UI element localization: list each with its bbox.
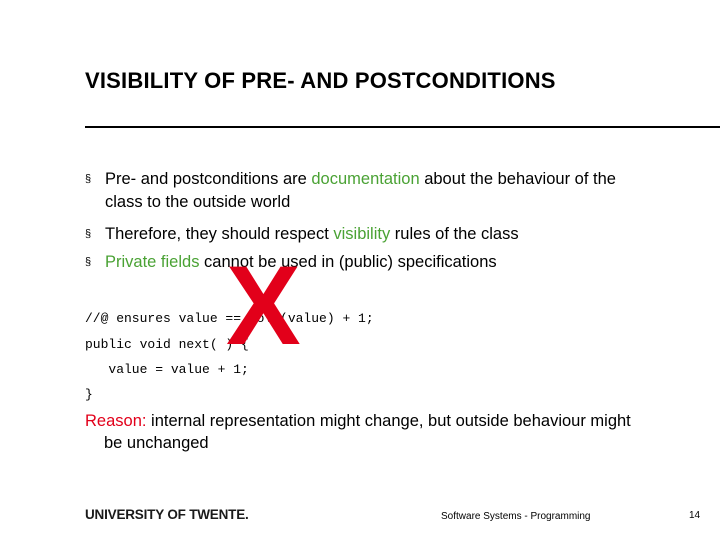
code-line-close-brace: }: [85, 387, 93, 402]
highlight-visibility: visibility: [333, 225, 391, 243]
bullet-text-part: rules of the class: [390, 225, 519, 243]
footer-course-title: Software Systems - Programming: [441, 511, 591, 522]
bullet-marker: §: [85, 256, 92, 268]
bullet-text-part: Pre- and postconditions are: [105, 170, 312, 188]
bullet-text-part: about the behaviour of the: [419, 170, 616, 188]
red-cross-mark: X: [226, 243, 301, 368]
bullet-text: [85, 251, 685, 274]
bullet-visibility: [85, 223, 685, 246]
code-line-ensures: //@ ensures value == \old(value) + 1;: [85, 311, 374, 326]
code-line-increment: value = value + 1;: [85, 362, 249, 377]
highlight-private-fields: Private fields: [105, 253, 200, 271]
title-divider: [85, 126, 720, 128]
bullet-text-part: cannot be used in (public) specifications: [199, 253, 497, 271]
highlight-documentation: documentation: [311, 170, 420, 188]
page-number: 14: [689, 510, 701, 521]
reason-continuation: be unchanged: [104, 434, 209, 452]
bullet-documentation: [85, 168, 685, 214]
bullet-text: [85, 168, 685, 214]
bullet-marker: §: [85, 173, 92, 185]
bullet-continuation: class to the outside world: [105, 193, 291, 211]
bullet-text: [85, 223, 685, 246]
code-line-method-signature: public void next( ) {: [85, 337, 249, 352]
reason-paragraph: [85, 410, 705, 454]
university-logo: UNIVERSITY OF TWENTE.: [85, 507, 249, 522]
bullet-private-fields: [85, 251, 685, 274]
reason-label: Reason:: [85, 412, 147, 430]
reason-text: internal representation might change, but outside behaviour might: [146, 412, 631, 430]
bullet-text-part: Therefore, they should respect: [105, 225, 334, 243]
bullet-marker: §: [85, 228, 92, 240]
slide-title: VISIBILITY OF PRE- AND POSTCONDITIONS: [85, 68, 556, 93]
